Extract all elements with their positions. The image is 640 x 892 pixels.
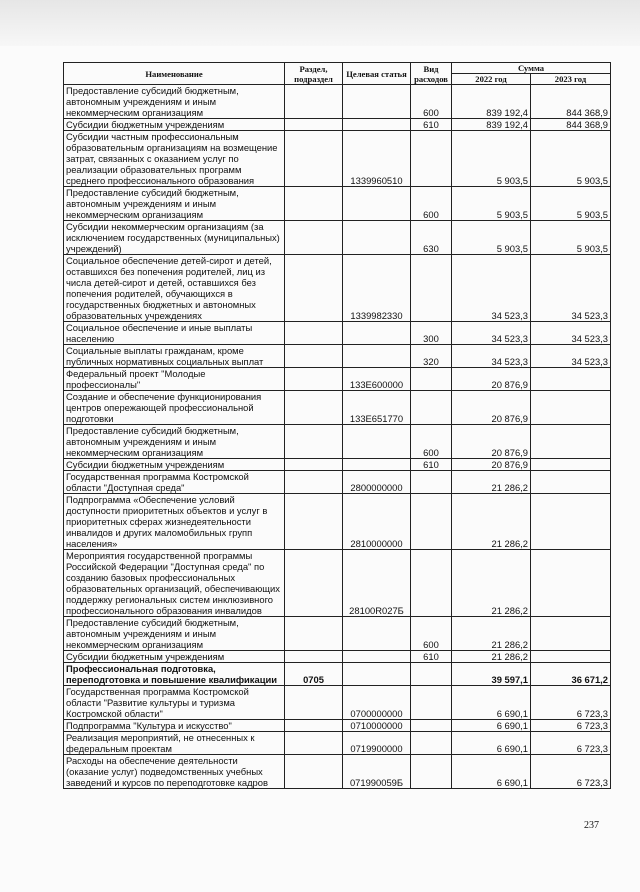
row-section <box>285 131 343 187</box>
row-section <box>285 391 343 425</box>
row-expense-type <box>411 686 452 720</box>
row-sum-2022: 6 690,1 <box>452 732 531 755</box>
row-section: 0705 <box>285 663 343 686</box>
row-expense-type <box>411 663 452 686</box>
row-name: Субсидии частным профессиональным образовательным организациям на возмещение затрат, связанных с оказанием услуг по реализации образовательных программ среднего профессионального образования <box>64 131 285 187</box>
row-target-article <box>343 119 411 131</box>
row-name: Предоставление субсидий бюджетным, автономным учреждениям и иным некоммерческим организациям <box>64 85 285 119</box>
table-row <box>64 85 611 119</box>
row-name: Предоставление субсидий бюджетным, автономным учреждениям и иным некоммерческим организациям <box>64 425 285 459</box>
row-sum-2022: 5 903,5 <box>452 187 531 221</box>
table-row <box>64 494 611 550</box>
row-section <box>285 471 343 494</box>
table-row <box>64 131 611 187</box>
row-target-article: 071990059Б <box>343 755 411 789</box>
row-target-article: 28100R027Б <box>343 550 411 617</box>
table-row <box>64 663 611 686</box>
table-row <box>64 732 611 755</box>
row-name: Профессиональная подготовка, переподготовка и повышение квалификации <box>64 663 285 686</box>
row-sum-2023: 6 723,3 <box>531 755 611 789</box>
row-sum-2022: 6 690,1 <box>452 686 531 720</box>
row-target-article: 0700000000 <box>343 686 411 720</box>
budget-table <box>63 62 611 789</box>
row-name: Подпрограмма «Обеспечение условий доступности приоритетных объектов и услуг в приоритетных сферах жизнедеятельности инвалидов и других маломобильных групп населения» <box>64 494 285 550</box>
row-sum-2023: 844 368,9 <box>531 85 611 119</box>
row-section <box>285 459 343 471</box>
row-sum-2022: 34 523,3 <box>452 345 531 368</box>
table-row <box>64 187 611 221</box>
table-row <box>64 368 611 391</box>
row-name: Субсидии бюджетным учреждениям <box>64 651 285 663</box>
row-sum-2022: 34 523,3 <box>452 322 531 345</box>
row-expense-type: 630 <box>411 221 452 255</box>
header-target: Целевая статья <box>343 63 411 85</box>
header-section: Раздел, подраздел <box>285 63 343 85</box>
row-name: Реализация мероприятий, не отнесенных к федеральным проектам <box>64 732 285 755</box>
table-row <box>64 686 611 720</box>
row-section <box>285 755 343 789</box>
scan-shadow <box>0 0 640 46</box>
row-target-article: 0710000000 <box>343 720 411 732</box>
table-row <box>64 391 611 425</box>
row-expense-type: 600 <box>411 425 452 459</box>
row-name: Создание и обеспечение функционирования центров опережающей профессиональной подготовки <box>64 391 285 425</box>
row-expense-type <box>411 255 452 322</box>
row-sum-2023 <box>531 550 611 617</box>
table-row <box>64 651 611 663</box>
row-name: Мероприятия государственной программы Российской Федерации "Доступная среда" по созданию базовых профессиональных образовательных организаций, обеспечивающих поддержку региональных систем инклюзивного профессионального образования инвалидов <box>64 550 285 617</box>
row-name: Субсидии бюджетным учреждениям <box>64 119 285 131</box>
row-target-article: 1339960510 <box>343 131 411 187</box>
row-target-article <box>343 345 411 368</box>
row-section <box>285 221 343 255</box>
row-sum-2022: 6 690,1 <box>452 720 531 732</box>
row-expense-type <box>411 755 452 789</box>
row-sum-2023 <box>531 651 611 663</box>
row-name: Предоставление субсидий бюджетным, автономным учреждениям и иным некоммерческим организациям <box>64 617 285 651</box>
row-expense-type <box>411 732 452 755</box>
row-name: Субсидии некоммерческим организациям (за исключением государственных (муниципальных) учреждений) <box>64 221 285 255</box>
row-sum-2023: 6 723,3 <box>531 686 611 720</box>
row-section <box>285 345 343 368</box>
row-expense-type: 320 <box>411 345 452 368</box>
row-sum-2022: 20 876,9 <box>452 459 531 471</box>
row-name: Социальные выплаты гражданам, кроме публичных нормативных социальных выплат <box>64 345 285 368</box>
row-target-article: 133E600000 <box>343 368 411 391</box>
row-sum-2023: 6 723,3 <box>531 732 611 755</box>
row-section <box>285 651 343 663</box>
row-section <box>285 494 343 550</box>
table-row <box>64 617 611 651</box>
row-sum-2023: 34 523,3 <box>531 255 611 322</box>
row-name: Государственная программа Костромской области "Развитие культуры и туризма Костромской области" <box>64 686 285 720</box>
row-sum-2022: 21 286,2 <box>452 617 531 651</box>
row-target-article <box>343 85 411 119</box>
row-sum-2022: 839 192,4 <box>452 119 531 131</box>
row-sum-2023 <box>531 459 611 471</box>
row-expense-type <box>411 494 452 550</box>
row-expense-type: 610 <box>411 119 452 131</box>
row-sum-2022: 21 286,2 <box>452 471 531 494</box>
row-sum-2022: 5 903,5 <box>452 131 531 187</box>
row-sum-2023: 844 368,9 <box>531 119 611 131</box>
row-expense-type <box>411 131 452 187</box>
header-sum: Сумма <box>452 63 611 74</box>
row-expense-type: 600 <box>411 187 452 221</box>
header-year-2023: 2023 год <box>531 74 611 85</box>
row-sum-2022: 39 597,1 <box>452 663 531 686</box>
row-section <box>285 732 343 755</box>
row-expense-type <box>411 368 452 391</box>
row-expense-type <box>411 391 452 425</box>
row-section <box>285 255 343 322</box>
row-sum-2023 <box>531 368 611 391</box>
table-row <box>64 471 611 494</box>
row-section <box>285 368 343 391</box>
row-sum-2023 <box>531 617 611 651</box>
table-row <box>64 755 611 789</box>
row-sum-2022: 21 286,2 <box>452 651 531 663</box>
row-sum-2022: 21 286,2 <box>452 550 531 617</box>
row-target-article <box>343 322 411 345</box>
row-expense-type <box>411 471 452 494</box>
row-target-article: 133E651770 <box>343 391 411 425</box>
row-section <box>285 617 343 651</box>
row-sum-2023 <box>531 471 611 494</box>
header-expense-type: Вид расходов <box>411 63 452 85</box>
row-name: Государственная программа Костромской области "Доступная среда" <box>64 471 285 494</box>
row-name: Социальное обеспечение детей-сирот и детей, оставшихся без попечения родителей, лиц из числа детей-сирот и детей, оставшихся без попечения родителей, обучающихся в государственных бюджетных и автономных образовательных учреждениях <box>64 255 285 322</box>
row-sum-2023: 34 523,3 <box>531 345 611 368</box>
row-expense-type: 610 <box>411 651 452 663</box>
row-target-article: 2800000000 <box>343 471 411 494</box>
row-sum-2023: 36 671,2 <box>531 663 611 686</box>
row-expense-type: 300 <box>411 322 452 345</box>
row-expense-type: 610 <box>411 459 452 471</box>
row-target-article <box>343 187 411 221</box>
row-sum-2023: 6 723,3 <box>531 720 611 732</box>
table-row <box>64 255 611 322</box>
row-sum-2023 <box>531 494 611 550</box>
row-sum-2022: 20 876,9 <box>452 391 531 425</box>
row-section <box>285 425 343 459</box>
row-sum-2023: 5 903,5 <box>531 221 611 255</box>
row-name: Федеральный проект "Молодые профессионалы" <box>64 368 285 391</box>
row-expense-type: 600 <box>411 85 452 119</box>
row-sum-2023: 34 523,3 <box>531 322 611 345</box>
row-name: Субсидии бюджетным учреждениям <box>64 459 285 471</box>
table-row <box>64 221 611 255</box>
row-section <box>285 85 343 119</box>
table-row <box>64 459 611 471</box>
row-section <box>285 119 343 131</box>
row-expense-type: 600 <box>411 617 452 651</box>
row-target-article: 0719900000 <box>343 732 411 755</box>
header-year-2022: 2022 год <box>452 74 531 85</box>
row-expense-type <box>411 720 452 732</box>
row-section <box>285 322 343 345</box>
row-section <box>285 686 343 720</box>
table-row <box>64 550 611 617</box>
row-section <box>285 187 343 221</box>
header-name: Наименование <box>64 63 285 85</box>
row-target-article <box>343 221 411 255</box>
table-row <box>64 345 611 368</box>
page-number: 237 <box>584 820 599 831</box>
row-sum-2022: 34 523,3 <box>452 255 531 322</box>
row-sum-2022: 20 876,9 <box>452 425 531 459</box>
row-section <box>285 720 343 732</box>
row-target-article: 1339982330 <box>343 255 411 322</box>
row-target-article <box>343 663 411 686</box>
row-sum-2023: 5 903,5 <box>531 187 611 221</box>
row-sum-2022: 5 903,5 <box>452 221 531 255</box>
row-section <box>285 550 343 617</box>
row-target-article <box>343 425 411 459</box>
table-row <box>64 425 611 459</box>
row-expense-type <box>411 550 452 617</box>
row-sum-2022: 839 192,4 <box>452 85 531 119</box>
row-sum-2022: 20 876,9 <box>452 368 531 391</box>
row-sum-2023 <box>531 391 611 425</box>
table-row <box>64 119 611 131</box>
row-sum-2023 <box>531 425 611 459</box>
row-name: Социальное обеспечение и иные выплаты населению <box>64 322 285 345</box>
table-row <box>64 720 611 732</box>
row-sum-2022: 21 286,2 <box>452 494 531 550</box>
table-row <box>64 322 611 345</box>
row-target-article: 2810000000 <box>343 494 411 550</box>
row-name: Предоставление субсидий бюджетным, автономным учреждениям и иным некоммерческим организациям <box>64 187 285 221</box>
row-target-article <box>343 651 411 663</box>
row-target-article <box>343 459 411 471</box>
row-target-article <box>343 617 411 651</box>
row-name: Расходы на обеспечение деятельности (оказание услуг) подведомственных учебных заведений и курсов по переподготовке кадров <box>64 755 285 789</box>
row-name: Подпрограмма "Культура и искусство" <box>64 720 285 732</box>
row-sum-2022: 6 690,1 <box>452 755 531 789</box>
row-sum-2023: 5 903,5 <box>531 131 611 187</box>
